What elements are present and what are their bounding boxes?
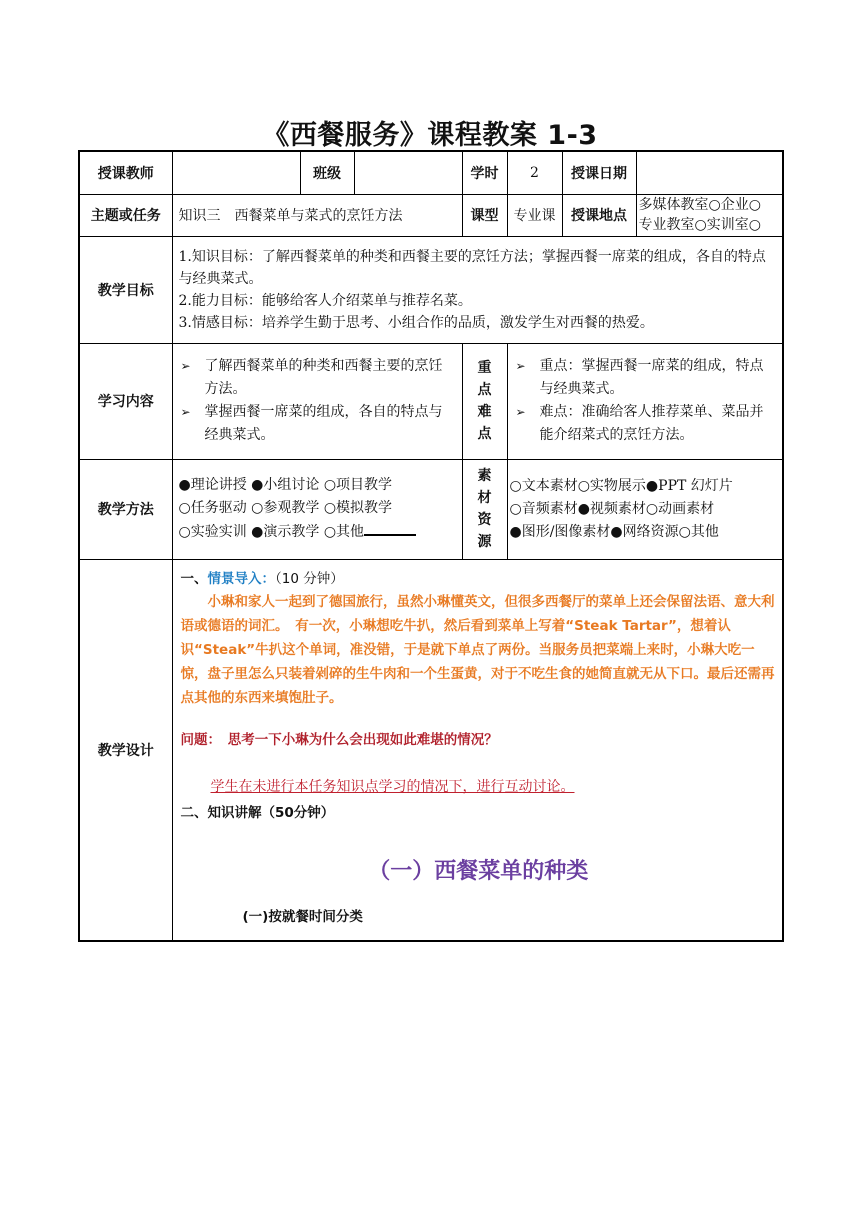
- list-item: ➢ 重点：掌握西餐一席菜的组成，特点与经典菜式。: [510, 355, 777, 401]
- section-intro-heading: 一、情景导入：（10 分钟）: [180, 570, 344, 587]
- objectives-content: [172, 236, 783, 343]
- resources-line-1: ○文本素材○实物展示●PPT 幻灯片: [509, 477, 733, 494]
- teacher-label: 授课教师: [79, 151, 172, 194]
- class-value: [354, 151, 462, 194]
- objective-knowledge: 1.知识目标：了解西餐菜单的种类和西餐主要的烹饪方法；掌握西餐一席菜的组成，各自的特点与经典菜式。: [178, 248, 766, 287]
- menu-types-heading: （一）西餐菜单的种类: [368, 858, 589, 884]
- topic-row: [79, 194, 783, 236]
- teacher-value: [172, 151, 300, 194]
- design-content: [172, 559, 783, 941]
- methods-label: 教学方法: [79, 459, 172, 559]
- content-row: [79, 343, 783, 459]
- type-label: 课型: [462, 194, 507, 236]
- methods-line-2: ○任务驱动 ○参观教学 ○模拟教学: [178, 500, 393, 516]
- methods-cell: [172, 459, 462, 559]
- content-list-cell: [172, 343, 462, 459]
- objectives-label: 教学目标: [79, 236, 172, 343]
- resources-line-2: ○音频素材●视频素材○动画素材: [509, 500, 715, 517]
- methods-row: [79, 459, 783, 559]
- lesson-plan-table: [78, 150, 784, 942]
- objective-emotion: 3.情感目标：培养学生勤于思考、小组合作的品质，激发学生对西餐的热爱。: [178, 314, 654, 331]
- resources-line-3: ●图形/图像素材●网络资源○其他: [509, 523, 719, 540]
- key-points-list: [510, 355, 777, 447]
- list-item: ➢ 掌握西餐一席菜的组成，各自的特点与经典菜式。: [175, 401, 452, 447]
- mealtime-subheading: (一)按就餐时间分类: [242, 908, 363, 925]
- arrow-bullet-icon: ➢: [180, 359, 191, 373]
- section-knowledge-heading: 二、知识讲解（50分钟）: [180, 804, 335, 821]
- design-label: 教学设计: [79, 559, 172, 941]
- objective-ability: 2.能力目标：能够给客人介绍菜单与推荐名菜。: [178, 292, 472, 309]
- hours-label: 学时: [462, 151, 507, 194]
- design-row: [79, 559, 783, 941]
- objectives-row: [79, 236, 783, 343]
- resources-cell: [507, 459, 783, 559]
- topic-label: 主题或任务: [79, 194, 172, 236]
- page-title: 《西餐服务》课程教案 1-3: [262, 120, 598, 151]
- methods-line-3: ○实验实训 ●演示教学 ○其他: [179, 520, 456, 544]
- methods-line-1: ●理论讲授 ●小组讨论 ○项目教学: [178, 477, 393, 493]
- scenario-story: 小琳和家人一起到了德国旅行，虽然小琳懂英文，但很多西餐厅的菜单上还会保留法语、意大利语或德语的词汇。 有一次，小琳想吃牛扒，然后看到菜单上写着“Steak Tartar”，想着认识“Steak”牛扒这个单词，准没错，于是就下单点了两份。当服务员把菜端上来时，小琳大吃一惊，盘子里怎么只装着剁碎的生牛肉和一个生蛋黄，对于不吃生食的她简直就无从下口。最后还需再点其他的东西来填饱肚子。: [180, 593, 775, 706]
- location-line-2: 专业教室○实训室○: [638, 217, 761, 233]
- list-item: ➢ 难点：准确给客人推荐菜单、菜品并能介绍菜式的烹饪方法。: [510, 401, 777, 447]
- key-points-label: 重 点 难 点: [462, 343, 507, 459]
- date-label: 授课日期: [562, 151, 636, 194]
- location-label: 授课地点: [562, 194, 636, 236]
- content-label: 学习内容: [79, 343, 172, 459]
- arrow-bullet-icon: ➢: [515, 405, 526, 419]
- key-points-cell: [507, 343, 783, 459]
- list-item: ➢ 了解西餐菜单的种类和西餐主要的烹饪方法。: [175, 355, 452, 401]
- topic-value: 知识三 西餐菜单与菜式的烹饪方法: [172, 194, 462, 236]
- hours-value: 2: [507, 151, 562, 194]
- arrow-bullet-icon: ➢: [515, 359, 526, 373]
- date-value: [636, 151, 783, 194]
- content-list: [175, 355, 452, 447]
- resources-label: 素 材 资 源: [462, 459, 507, 559]
- type-value: 专业课: [507, 194, 562, 236]
- location-value: [636, 194, 783, 236]
- class-label: 班级: [300, 151, 354, 194]
- discussion-note: 学生在未进行本任务知识点学习的情况下，进行互动讨论。: [210, 778, 575, 795]
- header-row: [79, 151, 783, 194]
- arrow-bullet-icon: ➢: [180, 405, 191, 419]
- question-text: 问题： 思考一下小琳为什么会出现如此难堪的情况？: [180, 731, 498, 748]
- location-line-1: 多媒体教室○企业○: [638, 197, 761, 213]
- other-blank-line: [364, 520, 416, 536]
